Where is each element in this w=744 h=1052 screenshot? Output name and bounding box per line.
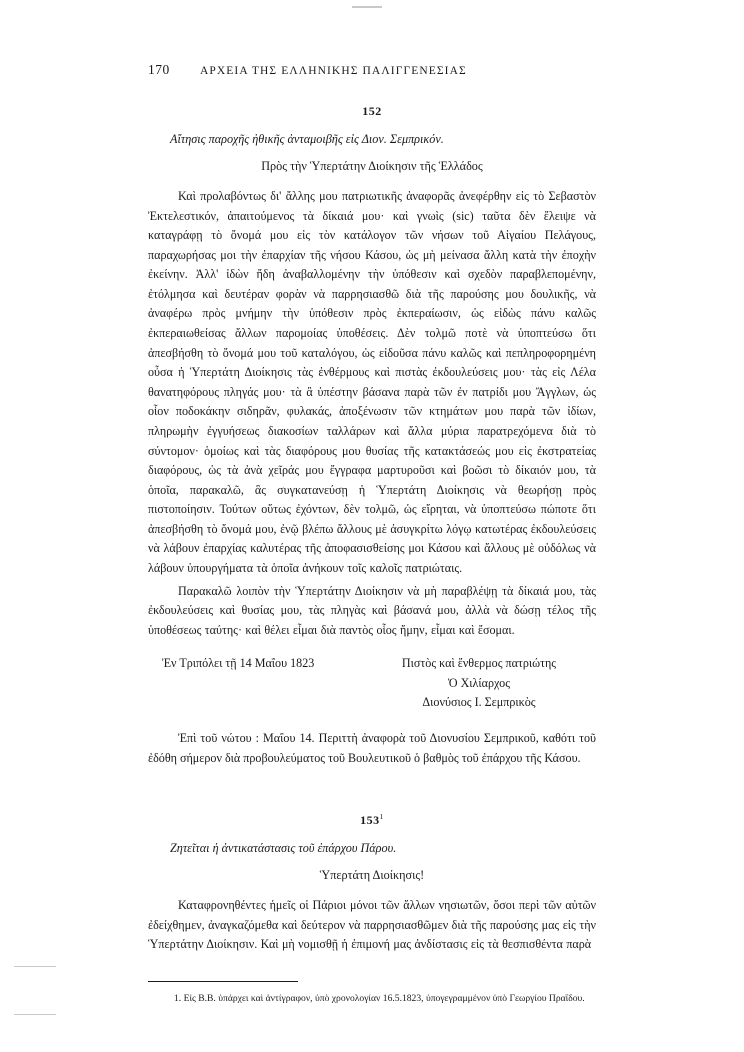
document-153-addressee: Ὑπερτάτη Διοίκησις! [319,868,425,883]
document-153-paragraph-1: Καταφρονηθέντες ἡμεῖς οἱ Πάριοι μόνοι τῶν ἄλλων νησιωτῶν, ὅσοι περὶ τῶν αὐτῶν ἐδείχθημεν, ἀναγκαζόμεθα καὶ δεύτερον νὰ παρρησιασθῶμεν διὰ τῆς παρούσης μας εἰς τὴν Ὑπερτάτην Διοίκησιν. Καὶ μὴ νομισθῇ ἡ ἐπιμονή μας ἀνδίστασις εἰς τὰ θεσπισθέντα παρὰ [148,898,596,952]
signature-line-2: Ὁ Χιλίαρχος [447,675,510,690]
document-number-153-footnote-marker: 1 [379,812,384,822]
document-number-153 [148,812,596,828]
document-152-regest: Αἴτησις παροχῆς ἠθικῆς ἀνταμοιβῆς εἰς Διον. Σεμπρικόν. [170,132,444,146]
document-153-regest: Ζητεῖται ἡ ἀντικατάστασις τοῦ ἐπάρχου Πάρου. [170,841,397,856]
page-header [148,62,596,78]
signature-line-3: Διονύσιος Ι. Σεμπρικὸς [422,695,536,710]
section-spacer [148,768,596,812]
scan-edge-mark-top [352,6,382,8]
document-152-place-date: Ἐν Τριπόλει τῇ 14 Μαΐου 1823 [162,656,315,671]
scan-edge-mark-left-lower [14,1014,56,1015]
signature-line-1: Πιστὸς καὶ ἔνθερμος πατριώτης [401,656,557,671]
document-152-paragraph-1: Καὶ προλαβόντως δι' ἄλλης μου πατριωτικῆς ἀναφορᾶς ἀνεφέρθην εἰς τὸ Σεβαστὸν Ἐκτελεστικόν, ἀπαιτούμενος τὰ δίκαιά μου· καὶ γνωὶς (sic) ταῦτα δὲν ἔλειψε νὰ καταγράφῃ τὸ ὄνομά μου εἰς τὸν κατάλογον τῶν νήσων τοῦ Αἰγαίου Πελάγους, παραχωρήσας μοι τὴν ἐπαρχίαν τῆς νήσου Κάσου, ὡς μὴ μείνασα ἄλλη κατὰ τὴν ἐποχὴν ἐκείνην. Ἀλλ' ἰδὼν ἤδη ἀναβαλλομένην τὴν ὑπόθεσιν καὶ σχεδὸν παραβλεπομένην, ἐτόλμησα καὶ δευτέραν φορὰν νὰ παρρησιασθῶ διὰ τῆς παρούσης μου δουλικῆς, νὰ ἀναφέρω πρὸς μνήμην τὴν ὑπόθεσιν πρὸς ἐκπεραίωσιν, ὡς εἰδὼς πάνυ καλῶς ἐκπεραιωθείσας ἄλλων παρομοίας ὑποθέσεις. Δὲν τολμῶ ποτὲ νὰ ὑποπτεύσω ὅτι ἀπεσβήσθη τὸ ὄνομά μου τοῦ καταλόγου, ὡς εἰδοῦσα πάνυ καλῶς καὶ πεπληροφορημένη οὖσα ἡ Ὑπερτάτη Διοίκησις τὰς ἐνθέρμους καὶ πιστὰς ἐκδουλεύσεις μου· τὰς εἰς Λέλα θανατηφόρους πληγάς μου· τὰ ἃ ὑπέστην βάσανα παρὰ τῶν ἐν πατρίδι μου Ἄγγλων, ὡς οἷον ποδοκάκην σιδηρᾶν, φυλακάς, ἀποξένωσιν τῶν κτημάτων μου παρὰ τῶν ἰδίων, πληρωμὴν ἐγγυήσεως διακοσίων ταλλάρων καὶ ἄλλα μύρια παρατρεχόμενα διὰ τὸ σύντομον· ὁμοίως καὶ τὰς διαφόρους μου θυσίας τῆς κατακτάσεώς μου εἰς ἐκστρατείας διαφόρους, ὡς τὰ ἀνὰ χεῖράς μου ἔγγραφα μαρτυροῦσι καὶ βοῶσι τὸ δίκαιόν μου, τὰ ὁποῖα, παρακαλῶ, ἃς συγκατανεύσῃ ἡ Ὑπερτάτη Διοίκησις νὰ θεωρήσῃ πρὸς πιστοποίησιν. Τούτων οὕτως ἐχόντων, δὲν τολμῶ, ὡς εἴρηται, νὰ ὑποπτεύσω πώποτε ὅτι ἀπεσβήσθη τὸ ὄνομά μου, ἐνῷ βλέπω ἄλλους μὲ ἀσυγκρίτω λόγῳ κατωτέρας ἐκδουλεύσεις νὰ λάβουν ἐπαρχίας καλυτέρας τῆς ἀποφασισθείσης μοι Κάσου καὶ ἄλλους μὲ οὐδόλως νὰ λάβουν ὑπουργήματα τὰ ὁποῖα ἀνήκουν τοῖς καλοῖς πατριώταις. [148,189,596,575]
document-152-signature-block [148,654,596,713]
document-152-addressee: Πρὸς τὴν Ὑπερτάτην Διοίκησιν τῆς Ἑλλάδος [261,159,483,173]
document-152-paragraph-2: Παρακαλῶ λοιπὸν τὴν Ὑπερτάτην Διοίκησιν νὰ μὴ παραβλέψῃ τὰ δίκαιά μου, τὰς ἐκδουλεύσεις καὶ θυσίας μου, τὰς πληγὰς καὶ βάσανά μου, ἀλλὰ νὰ δώσῃ τέλος τῆς ὑποθέσεως ταύτης· καὶ θέλει εἶμαι διὰ παντὸς οἷος ἤμην, εἶμαι καὶ ἔσομαι. [148,583,596,637]
folio-number: 170 [148,62,170,77]
document-number-152: 152 [362,104,382,118]
running-head: ΑΡΧΕΙΑ ΤΗΣ ΕΛΛΗΝΙΚΗΣ ΠΑΛΙΓΓΕΝΕΣΙΑΣ [200,65,467,77]
footnote-1: 1. Εἰς Β.Β. ὑπάρχει καὶ ἀντίγραφον, ὑπὸ χρονολογίαν 16.5.1823, ὑπογεγραμμένον ὑπὸ Γεωργίου Πραΐδου. [174,992,585,1004]
footnote-divider [148,981,298,982]
document-number-153-value: 153 [360,813,380,828]
document-152-endorsement: Ἐπὶ τοῦ νώτου : Μαΐου 14. Περιττὴ ἀναφορὰ τοῦ Διονυσίου Σεμπρικοῦ, καθότι τοῦ ἐδόθη σήμερον διὰ προβουλεύματος τοῦ Βουλευτικοῦ ὁ βαθμὸς τοῦ ἐπάρχου τῆς Κάσου. [148,731,596,765]
scan-edge-mark-left-upper [14,966,56,967]
document-152-signature [362,654,596,713]
page-content [148,62,596,1006]
